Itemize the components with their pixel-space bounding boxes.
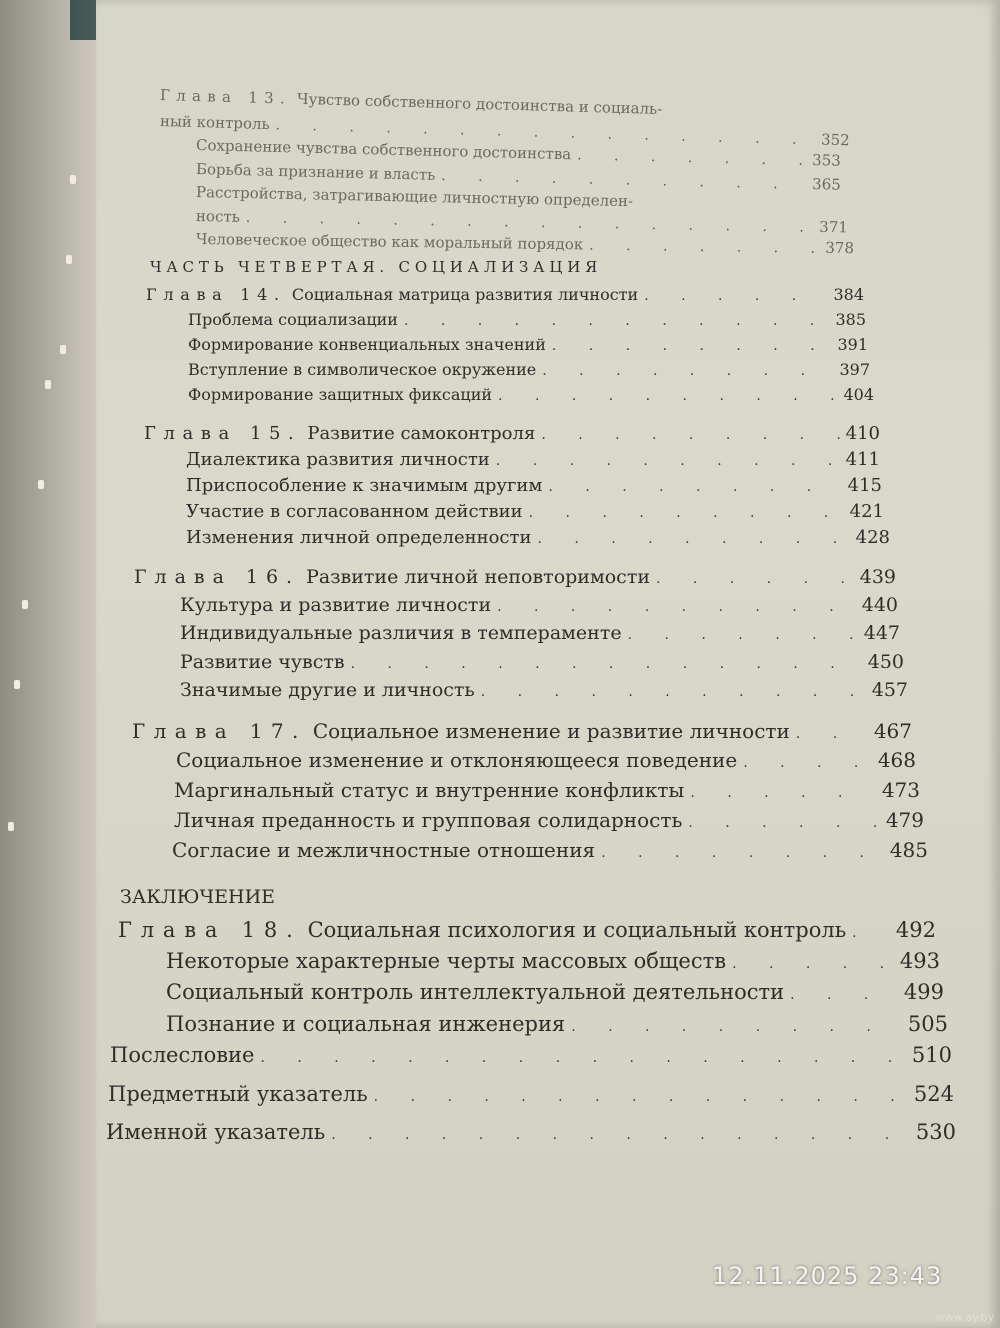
toc-item [172,838,928,862]
item-title-cont: ность [195,207,241,226]
page-number: 447 [863,622,900,644]
page-number: 450 [867,651,904,673]
page-number: 439 [859,566,896,588]
part-title: ЧАСТЬ ЧЕТВЕРТАЯ. СОЦИАЛИЗАЦИЯ [150,258,603,276]
item-title: Культура и развитие личности [180,594,492,616]
leader-dots [796,726,868,742]
item-title: Сохранение чувства собственного достоинства [195,136,572,164]
toc-chapter-17 [132,719,912,743]
item-title: Предметный указатель [108,1082,368,1106]
page-number: 440 [861,594,898,616]
item-title: Социальное изменение и отклоняющееся поведение [176,748,738,772]
item-title: Согласие и межличностные отношения [172,838,596,862]
toc-item [180,622,900,644]
toc-part-heading [150,258,602,276]
leader-dots [790,987,898,1003]
page-number: 485 [889,838,928,862]
item-title: Маргинальный статус и внутренние конфликты [174,778,685,802]
page-number: 457 [871,679,908,701]
item-title: Человеческое общество как моральный порядок [195,230,584,254]
toc-item [188,360,870,379]
item-title: Социальный контроль интеллектуальной деятельности [166,980,785,1004]
page-number: 428 [855,527,890,548]
item-title: Формирование конвенциальных значений [188,335,546,354]
leader-dots [351,656,862,672]
toc-chapter-15 [144,423,880,444]
page-number: 473 [881,778,920,802]
item-title: Формирование защитных фиксаций [188,385,493,404]
toc-chapter-18 [118,918,936,942]
leader-dots [496,453,840,469]
leader-dots [571,1019,902,1035]
toc-chapter-16 [134,566,896,588]
toc-item [186,449,880,470]
page-number: 467 [873,719,912,743]
page-number: 353 [811,151,842,170]
chapter-title: Социальная матрица развития личности [291,285,639,304]
page-number: 404 [843,385,874,404]
page-number: 397 [839,360,870,379]
page-number: 499 [903,980,944,1004]
toc-item [180,594,898,616]
section-title: ЗАКЛЮЧЕНИЕ [120,886,276,908]
leader-dots [589,237,819,256]
toc-item [186,527,890,548]
page-number: 493 [899,949,940,973]
leader-dots [577,147,806,169]
toc-item [176,748,916,772]
leader-dots [542,363,833,379]
page-number: 410 [845,423,880,444]
toc-item [166,1012,948,1036]
leader-dots [537,531,849,547]
page-number: 391 [837,335,868,354]
leader-dots [497,599,856,615]
page-number: 411 [845,449,880,470]
chapter-title: Развитие личной неповторимости [306,566,650,588]
item-title: Именной указатель [106,1120,326,1144]
page-number: 365 [811,175,842,194]
toc-item [188,335,868,354]
chapter-title-cont: ный контроль [159,112,270,134]
item-title: Индивидуальные различия в темпераменте [180,622,622,644]
item-title: Развитие чувств [180,651,345,673]
page-number: 492 [895,918,936,942]
leader-dots [628,627,858,643]
leader-dots [498,388,837,404]
watermark: www.ay.by [935,1311,994,1324]
leader-dots [481,684,866,700]
page-number: 530 [915,1120,956,1144]
item-title: Некоторые характерные черты массовых обществ [166,949,727,973]
toc-chapter-14 [146,285,864,304]
item-title: Расстройства, затрагивающие личностную определен- [195,183,634,211]
toc-item [180,651,904,673]
toc-item [186,475,882,496]
toc-item [166,980,944,1004]
page-number: 468 [877,748,916,772]
page-number: 510 [911,1043,952,1067]
item-title: Личная преданность и групповая солидарность [174,808,683,832]
leader-dots [601,845,884,861]
leader-dots [529,505,844,521]
page-number: 479 [885,808,924,832]
chapter-label: Глава 17. [132,719,307,743]
leader-dots [688,815,879,831]
chapter-label: Глава 18. [118,918,302,942]
page-number: 352 [820,130,850,150]
leader-dots [732,956,894,972]
leader-dots [743,755,872,771]
item-title: Борьба за признание и власть [195,160,436,184]
item-title: Участие в согласованном действии [186,501,523,522]
leader-dots [852,925,890,941]
toc-item [188,385,874,404]
chapter-label: Глава 13. [159,86,292,108]
chapter-title: Развитие самоконтроля [307,423,536,444]
leader-dots [690,785,875,801]
page-number: 524 [913,1082,954,1106]
chapter-title: Социальное изменение и развитие личности [312,719,790,743]
chapter-title: Социальная психология и социальный контроль [307,918,847,942]
leader-dots [374,1089,908,1105]
page-number: 384 [833,285,864,304]
toc-back-item [106,1120,956,1144]
toc-item [174,808,924,832]
item-title: Изменения личной определенности [186,527,532,548]
leader-dots [552,338,832,354]
chapter-label: Глава 15. [144,423,302,444]
toc-item [186,501,884,522]
item-title: Диалектика развития личности [186,449,490,470]
chapter-label: Глава 16. [134,566,301,588]
leader-dots [541,427,839,443]
leader-dots [644,288,827,304]
item-title: Приспособление к значимым другим [186,475,543,496]
page-number: 385 [835,310,866,329]
item-title: Послесловие [110,1043,255,1067]
toc-item [180,679,908,701]
item-title: Проблема социализации [188,310,398,329]
item-title: Значимые другие и личность [180,679,475,701]
toc-back-item [110,1043,952,1067]
toc-item [174,778,920,802]
item-title: Вступление в символическое окружение [188,360,537,379]
chapter-title: Чувство собственного достоинства и социаль- [296,89,663,119]
item-title: Познание и социальная инженерия [166,1012,566,1036]
leader-dots [656,571,854,587]
toc-section-heading [120,886,275,908]
leader-dots [548,479,841,495]
leader-dots [331,1127,910,1143]
chapter-label: Глава 14. [146,285,286,304]
page-number: 415 [847,475,882,496]
toc-item [166,949,940,973]
toc-back-item [108,1082,954,1106]
page-number: 378 [825,238,855,258]
page-number: 421 [849,501,884,522]
page-number: 505 [907,1012,948,1036]
page-number: 371 [819,217,849,237]
leader-dots [404,313,829,329]
photo-timestamp: 12.11.2025 23:43 [712,1262,943,1290]
toc-item [188,310,866,329]
leader-dots [260,1050,905,1066]
